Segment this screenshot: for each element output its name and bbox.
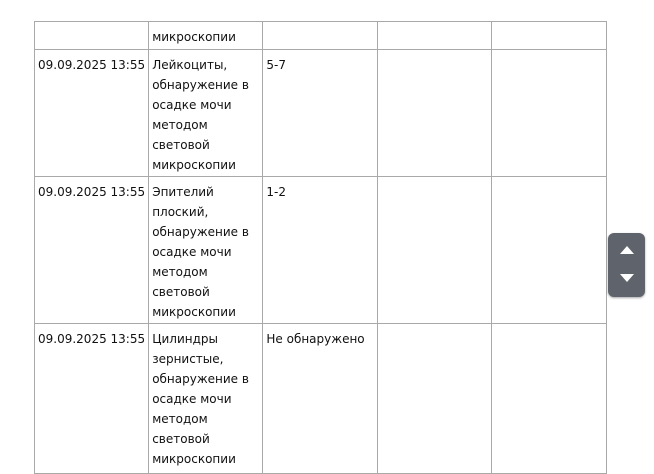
test-name-line: обнаружение в bbox=[152, 225, 249, 239]
result-value: 5-7 bbox=[266, 58, 286, 72]
datetime-cell bbox=[35, 324, 149, 474]
test-name-line: обнаружение в bbox=[152, 372, 249, 386]
empty-cell bbox=[491, 22, 606, 50]
value-cell bbox=[263, 177, 377, 324]
triangle-up-icon bbox=[620, 246, 634, 254]
test-name-line: микроскопии bbox=[152, 158, 236, 172]
result-value: Не обнаружено bbox=[266, 332, 365, 346]
test-name-line: микроскопии bbox=[152, 452, 236, 466]
value-cell bbox=[263, 324, 377, 474]
empty-cell bbox=[491, 177, 606, 324]
result-value: 1-2 bbox=[266, 185, 286, 199]
test-name-line: плоский, bbox=[152, 205, 209, 219]
test-name-line: зернистые, bbox=[152, 352, 224, 366]
datetime-cell bbox=[35, 177, 149, 324]
test-name-line: обнаружение в bbox=[152, 78, 249, 92]
test-name-line: осадке мочи bbox=[152, 392, 232, 406]
value-cell bbox=[263, 22, 377, 50]
test-name-line: Лейкоциты, bbox=[152, 58, 228, 72]
test-name-line: световой bbox=[152, 432, 210, 446]
empty-cell bbox=[377, 22, 491, 50]
triangle-down-icon bbox=[620, 274, 634, 282]
test-name-cell bbox=[149, 324, 263, 474]
datetime-cell bbox=[35, 22, 149, 50]
test-name-line: методом bbox=[152, 118, 208, 132]
empty-cell bbox=[377, 50, 491, 177]
datetime-cell bbox=[35, 50, 149, 177]
empty-cell bbox=[377, 177, 491, 324]
test-name-cell bbox=[149, 50, 263, 177]
table-row bbox=[35, 22, 607, 50]
datetime-text: 09.09.2025 13:55 bbox=[38, 332, 146, 346]
datetime-text: 09.09.2025 13:55 bbox=[38, 185, 146, 199]
table-row bbox=[35, 324, 607, 474]
empty-cell bbox=[491, 50, 606, 177]
empty-cell bbox=[491, 324, 606, 474]
test-name-line: световой bbox=[152, 138, 210, 152]
test-name-line: микроскопии bbox=[152, 30, 236, 44]
table-row bbox=[35, 50, 607, 177]
table-row bbox=[35, 177, 607, 324]
test-name-line: осадке мочи bbox=[152, 98, 232, 112]
test-name-line: методом bbox=[152, 412, 208, 426]
test-name-cell bbox=[149, 177, 263, 324]
scroll-down-button[interactable] bbox=[608, 262, 645, 294]
test-name-line: Эпителий bbox=[152, 185, 214, 199]
test-name-line: микроскопии bbox=[152, 305, 236, 319]
test-name-cell bbox=[149, 22, 263, 50]
datetime-text: 09.09.2025 13:55 bbox=[38, 58, 146, 72]
empty-cell bbox=[377, 324, 491, 474]
value-cell bbox=[263, 50, 377, 177]
test-name-line: осадке мочи bbox=[152, 245, 232, 259]
test-name-line: световой bbox=[152, 285, 210, 299]
scroll-widget bbox=[608, 233, 645, 297]
results-table bbox=[34, 21, 607, 474]
test-name-line: методом bbox=[152, 265, 208, 279]
test-name-line: Цилиндры bbox=[152, 332, 219, 346]
